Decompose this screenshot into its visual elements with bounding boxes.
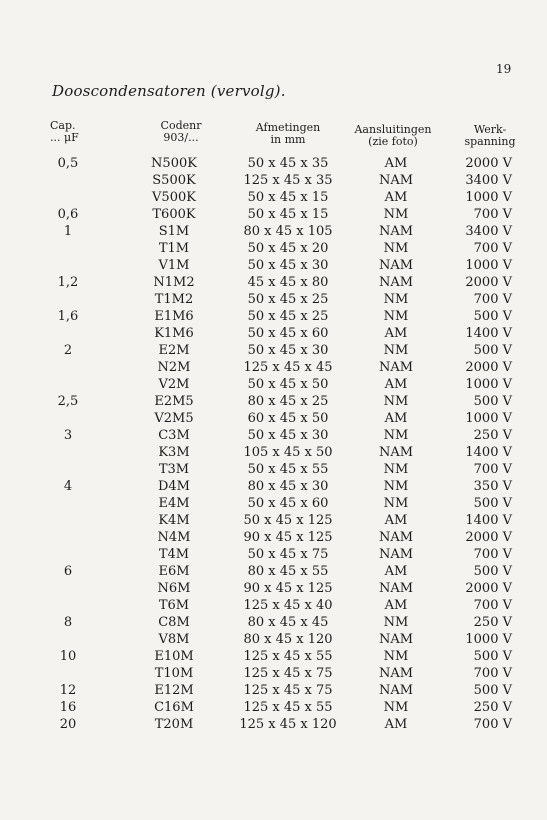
- header-voltage: [462, 124, 518, 148]
- connections-cell: NM: [383, 479, 409, 494]
- table-row: [0, 207, 547, 224]
- connections-cell: NM: [383, 649, 409, 664]
- header-dimensions-line-2: in mm: [270, 133, 306, 146]
- header-code-line-2: 903/...: [163, 131, 199, 144]
- voltage-cell: 700 V: [473, 547, 512, 562]
- connections-cell: NAM: [378, 258, 414, 273]
- voltage-cell: 250 V: [473, 615, 512, 630]
- connections-cell: AM: [384, 190, 408, 205]
- capacity-cell: 0,5: [57, 156, 79, 171]
- header-code-line-1: Codenr: [160, 119, 202, 132]
- capacity-cell: 3: [63, 428, 73, 443]
- table-row: [0, 717, 547, 734]
- code-cell: S1M: [158, 224, 190, 239]
- connections-cell: NM: [383, 207, 409, 222]
- voltage-cell: 500 V: [473, 394, 512, 409]
- voltage-cell: 700 V: [473, 241, 512, 256]
- voltage-cell: 1400 V: [465, 326, 512, 341]
- header-dimensions: [240, 122, 336, 146]
- capacity-cell: 1,2: [57, 275, 79, 290]
- code-cell: T4M: [158, 547, 190, 562]
- code-cell: K1M6: [154, 326, 194, 341]
- code-cell: K3M: [158, 445, 190, 460]
- voltage-cell: 1000 V: [465, 377, 512, 392]
- table-row: [0, 445, 547, 462]
- connections-cell: AM: [384, 564, 408, 579]
- code-cell: T6M: [158, 598, 190, 613]
- connections-cell: AM: [384, 326, 408, 341]
- table-row: [0, 649, 547, 666]
- table-row: [0, 224, 547, 241]
- connections-cell: NM: [383, 615, 409, 630]
- table-row: [0, 615, 547, 632]
- code-cell: K4M: [158, 513, 190, 528]
- dimensions-cell: 50 x 45 x 30: [247, 343, 329, 358]
- code-cell: E12M: [154, 683, 194, 698]
- connections-cell: NAM: [378, 360, 414, 375]
- dimensions-cell: 50 x 45 x 60: [247, 326, 329, 341]
- dimensions-cell: 50 x 45 x 30: [247, 258, 329, 273]
- code-cell: T1M: [158, 241, 190, 256]
- table-row: [0, 632, 547, 649]
- header-voltage-line-1: Werk-: [473, 123, 507, 136]
- dimensions-cell: 50 x 45 x 25: [247, 292, 329, 307]
- connections-cell: NAM: [378, 445, 414, 460]
- voltage-cell: 2000 V: [465, 530, 512, 545]
- table-row: [0, 581, 547, 598]
- voltage-cell: 250 V: [473, 428, 512, 443]
- code-cell: N6M: [157, 581, 191, 596]
- header-connections: [345, 124, 441, 148]
- header-code: [148, 120, 214, 144]
- code-cell: E2M5: [154, 394, 194, 409]
- code-cell: E1M6: [154, 309, 194, 324]
- connections-cell: NM: [383, 462, 409, 477]
- code-cell: C8M: [158, 615, 190, 630]
- connections-cell: NAM: [378, 547, 414, 562]
- voltage-cell: 350 V: [473, 479, 512, 494]
- connections-cell: AM: [384, 377, 408, 392]
- connections-cell: NM: [383, 343, 409, 358]
- table-row: [0, 258, 547, 275]
- capacity-cell: 2,5: [57, 394, 79, 409]
- table-row: [0, 666, 547, 683]
- header-dimensions-line-1: Afmetingen: [255, 121, 321, 134]
- header-capacity-line-1: Cap.: [50, 119, 76, 132]
- dimensions-cell: 90 x 45 x 125: [243, 581, 333, 596]
- code-cell: V500K: [152, 190, 196, 205]
- dimensions-cell: 90 x 45 x 125: [243, 530, 333, 545]
- header-capacity: [50, 120, 82, 144]
- code-cell: N1M2: [153, 275, 195, 290]
- code-cell: E10M: [154, 649, 194, 664]
- code-cell: E2M: [158, 343, 190, 358]
- voltage-cell: 3400 V: [465, 224, 512, 239]
- table-row: [0, 411, 547, 428]
- voltage-cell: 500 V: [473, 496, 512, 511]
- connections-cell: NM: [383, 241, 409, 256]
- table-row: [0, 377, 547, 394]
- voltage-cell: 700 V: [473, 207, 512, 222]
- dimensions-cell: 50 x 45 x 55: [247, 462, 329, 477]
- code-cell: T600K: [152, 207, 196, 222]
- code-cell: S500K: [152, 173, 196, 188]
- connections-cell: NM: [383, 700, 409, 715]
- capacity-cell: 0,6: [57, 207, 79, 222]
- code-cell: E6M: [158, 564, 190, 579]
- dimensions-cell: 125 x 45 x 120: [239, 717, 337, 732]
- connections-cell: NM: [383, 309, 409, 324]
- voltage-cell: 1000 V: [465, 632, 512, 647]
- dimensions-cell: 50 x 45 x 15: [247, 207, 329, 222]
- dimensions-cell: 50 x 45 x 60: [247, 496, 329, 511]
- voltage-cell: 2000 V: [465, 156, 512, 171]
- page-number: 19: [496, 62, 512, 76]
- dimensions-cell: 50 x 45 x 50: [247, 377, 329, 392]
- code-cell: T20M: [154, 717, 194, 732]
- dimensions-cell: 80 x 45 x 105: [243, 224, 333, 239]
- table-row: [0, 190, 547, 207]
- connections-cell: NAM: [378, 530, 414, 545]
- dimensions-cell: 125 x 45 x 35: [243, 173, 333, 188]
- code-cell: C16M: [154, 700, 194, 715]
- dimensions-cell: 105 x 45 x 50: [243, 445, 333, 460]
- voltage-cell: 500 V: [473, 343, 512, 358]
- header-capacity-line-2: ... μF: [50, 131, 79, 144]
- voltage-cell: 700 V: [473, 717, 512, 732]
- dimensions-cell: 50 x 45 x 30: [247, 428, 329, 443]
- table-row: [0, 564, 547, 581]
- dimensions-cell: 80 x 45 x 120: [243, 632, 333, 647]
- table-row: [0, 156, 547, 173]
- connections-cell: NM: [383, 292, 409, 307]
- capacity-cell: 16: [59, 700, 77, 715]
- table-row: [0, 700, 547, 717]
- table-row: [0, 394, 547, 411]
- code-cell: V8M: [158, 632, 190, 647]
- table-row: [0, 683, 547, 700]
- dimensions-cell: 80 x 45 x 25: [247, 394, 329, 409]
- table-row: [0, 513, 547, 530]
- connections-cell: NAM: [378, 666, 414, 681]
- table-row: [0, 309, 547, 326]
- table-row: [0, 428, 547, 445]
- code-cell: T3M: [158, 462, 190, 477]
- voltage-cell: 1400 V: [465, 445, 512, 460]
- code-cell: N2M: [157, 360, 191, 375]
- connections-cell: AM: [384, 717, 408, 732]
- table-row: [0, 598, 547, 615]
- voltage-cell: 700 V: [473, 666, 512, 681]
- code-cell: N4M: [157, 530, 191, 545]
- voltage-cell: 2000 V: [465, 275, 512, 290]
- capacity-cell: 6: [63, 564, 73, 579]
- capacity-cell: 20: [59, 717, 77, 732]
- capacity-cell: 10: [59, 649, 77, 664]
- connections-cell: NM: [383, 496, 409, 511]
- table-row: [0, 343, 547, 360]
- capacity-cell: 12: [59, 683, 77, 698]
- dimensions-cell: 125 x 45 x 40: [243, 598, 333, 613]
- dimensions-cell: 50 x 45 x 20: [247, 241, 329, 256]
- capacity-cell: 1: [63, 224, 73, 239]
- header-connections-line-1: Aansluitingen: [354, 123, 432, 136]
- code-cell: C3M: [158, 428, 190, 443]
- dimensions-cell: 50 x 45 x 75: [247, 547, 329, 562]
- page-title: Dooscondensatoren (vervolg).: [52, 82, 286, 100]
- connections-cell: AM: [384, 411, 408, 426]
- voltage-cell: 1000 V: [465, 190, 512, 205]
- code-cell: V2M: [158, 377, 190, 392]
- header-connections-line-2: (zie foto): [368, 135, 418, 148]
- capacitor-table: [0, 156, 547, 734]
- dimensions-cell: 125 x 45 x 55: [243, 649, 333, 664]
- table-row: [0, 360, 547, 377]
- voltage-cell: 1400 V: [465, 513, 512, 528]
- voltage-cell: 700 V: [473, 292, 512, 307]
- voltage-cell: 3400 V: [465, 173, 512, 188]
- connections-cell: AM: [384, 598, 408, 613]
- table-row: [0, 292, 547, 309]
- capacity-cell: 8: [63, 615, 73, 630]
- dimensions-cell: 60 x 45 x 50: [247, 411, 329, 426]
- code-cell: N500K: [151, 156, 197, 171]
- dimensions-cell: 80 x 45 x 45: [247, 615, 329, 630]
- table-row: [0, 496, 547, 513]
- connections-cell: NM: [383, 428, 409, 443]
- dimensions-cell: 125 x 45 x 45: [243, 360, 333, 375]
- code-cell: V2M5: [154, 411, 194, 426]
- voltage-cell: 500 V: [473, 683, 512, 698]
- voltage-cell: 2000 V: [465, 581, 512, 596]
- capacity-cell: 2: [63, 343, 73, 358]
- connections-cell: NAM: [378, 275, 414, 290]
- table-row: [0, 173, 547, 190]
- connections-cell: NAM: [378, 632, 414, 647]
- header-voltage-line-2: spanning: [464, 135, 516, 148]
- dimensions-cell: 50 x 45 x 25: [247, 309, 329, 324]
- code-cell: T10M: [154, 666, 194, 681]
- voltage-cell: 1000 V: [465, 258, 512, 273]
- voltage-cell: 500 V: [473, 564, 512, 579]
- connections-cell: AM: [384, 513, 408, 528]
- table-row: [0, 530, 547, 547]
- table-row: [0, 547, 547, 564]
- dimensions-cell: 125 x 45 x 75: [243, 666, 333, 681]
- dimensions-cell: 80 x 45 x 30: [247, 479, 329, 494]
- dimensions-cell: 125 x 45 x 75: [243, 683, 333, 698]
- voltage-cell: 700 V: [473, 598, 512, 613]
- voltage-cell: 1000 V: [465, 411, 512, 426]
- dimensions-cell: 50 x 45 x 35: [247, 156, 329, 171]
- table-row: [0, 275, 547, 292]
- voltage-cell: 700 V: [473, 462, 512, 477]
- table-row: [0, 326, 547, 343]
- code-cell: D4M: [157, 479, 190, 494]
- table-row: [0, 241, 547, 258]
- voltage-cell: 250 V: [473, 700, 512, 715]
- dimensions-cell: 45 x 45 x 80: [247, 275, 329, 290]
- table-row: [0, 479, 547, 496]
- code-cell: E4M: [158, 496, 190, 511]
- connections-cell: AM: [384, 156, 408, 171]
- capacity-cell: 4: [63, 479, 73, 494]
- connections-cell: NAM: [378, 224, 414, 239]
- capacity-cell: 1,6: [57, 309, 79, 324]
- connections-cell: NAM: [378, 683, 414, 698]
- table-row: [0, 462, 547, 479]
- dimensions-cell: 80 x 45 x 55: [247, 564, 329, 579]
- voltage-cell: 2000 V: [465, 360, 512, 375]
- code-cell: V1M: [158, 258, 190, 273]
- connections-cell: NAM: [378, 173, 414, 188]
- dimensions-cell: 125 x 45 x 55: [243, 700, 333, 715]
- voltage-cell: 500 V: [473, 649, 512, 664]
- connections-cell: NM: [383, 394, 409, 409]
- code-cell: T1M2: [154, 292, 194, 307]
- dimensions-cell: 50 x 45 x 15: [247, 190, 329, 205]
- dimensions-cell: 50 x 45 x 125: [243, 513, 333, 528]
- connections-cell: NAM: [378, 581, 414, 596]
- voltage-cell: 500 V: [473, 309, 512, 324]
